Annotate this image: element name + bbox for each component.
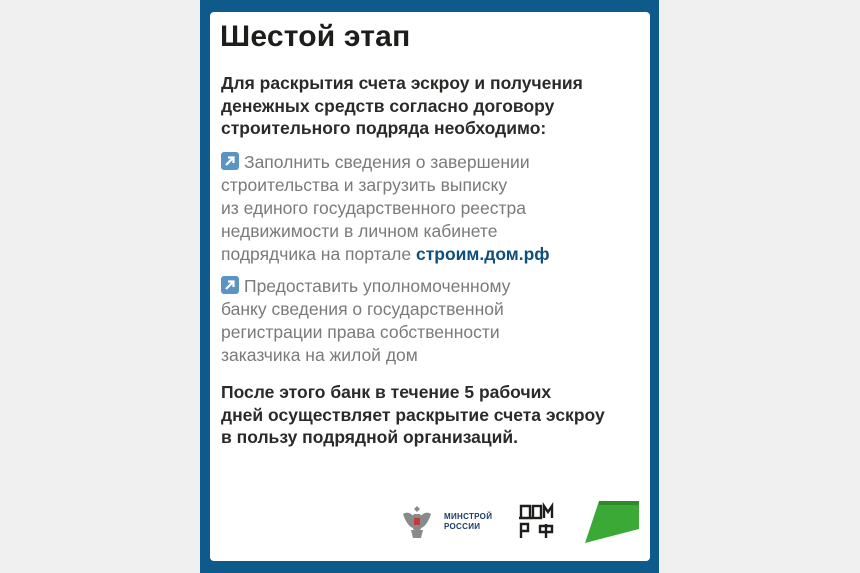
page-title: Шестой этап bbox=[220, 20, 411, 53]
portal-link[interactable]: строим.дом.рф bbox=[415, 244, 550, 264]
outro-text: После этого банк в течение 5 рабочих дней осуществляет раскрытие счета эскроу в пользу подрядной организаций. bbox=[221, 382, 605, 447]
national-projects-logo bbox=[585, 499, 640, 543]
step-item-1: Заполнить сведения о завершении строительства и загрузить выписку из единого государственного реестра недвижимости в личном кабинете подрядчика на портале строим.дом.рф bbox=[221, 152, 550, 264]
arrow-up-right-icon bbox=[221, 152, 239, 170]
minstroy-logo-text: МИНСТРОЙ РОССИИ bbox=[444, 512, 493, 531]
intro-text: Для раскрытия счета эскроу и получения денежных средств согласно договору строительного подряда необходимо: bbox=[221, 73, 583, 138]
arrow-up-right-icon bbox=[221, 276, 239, 294]
step-item-2: Предоставить уполномоченному банку сведения о государственной регистрации права собственности заказчика на жилой дом bbox=[221, 276, 511, 365]
dom-rf-logo bbox=[518, 502, 556, 540]
minstroy-emblem-icon bbox=[395, 500, 439, 544]
